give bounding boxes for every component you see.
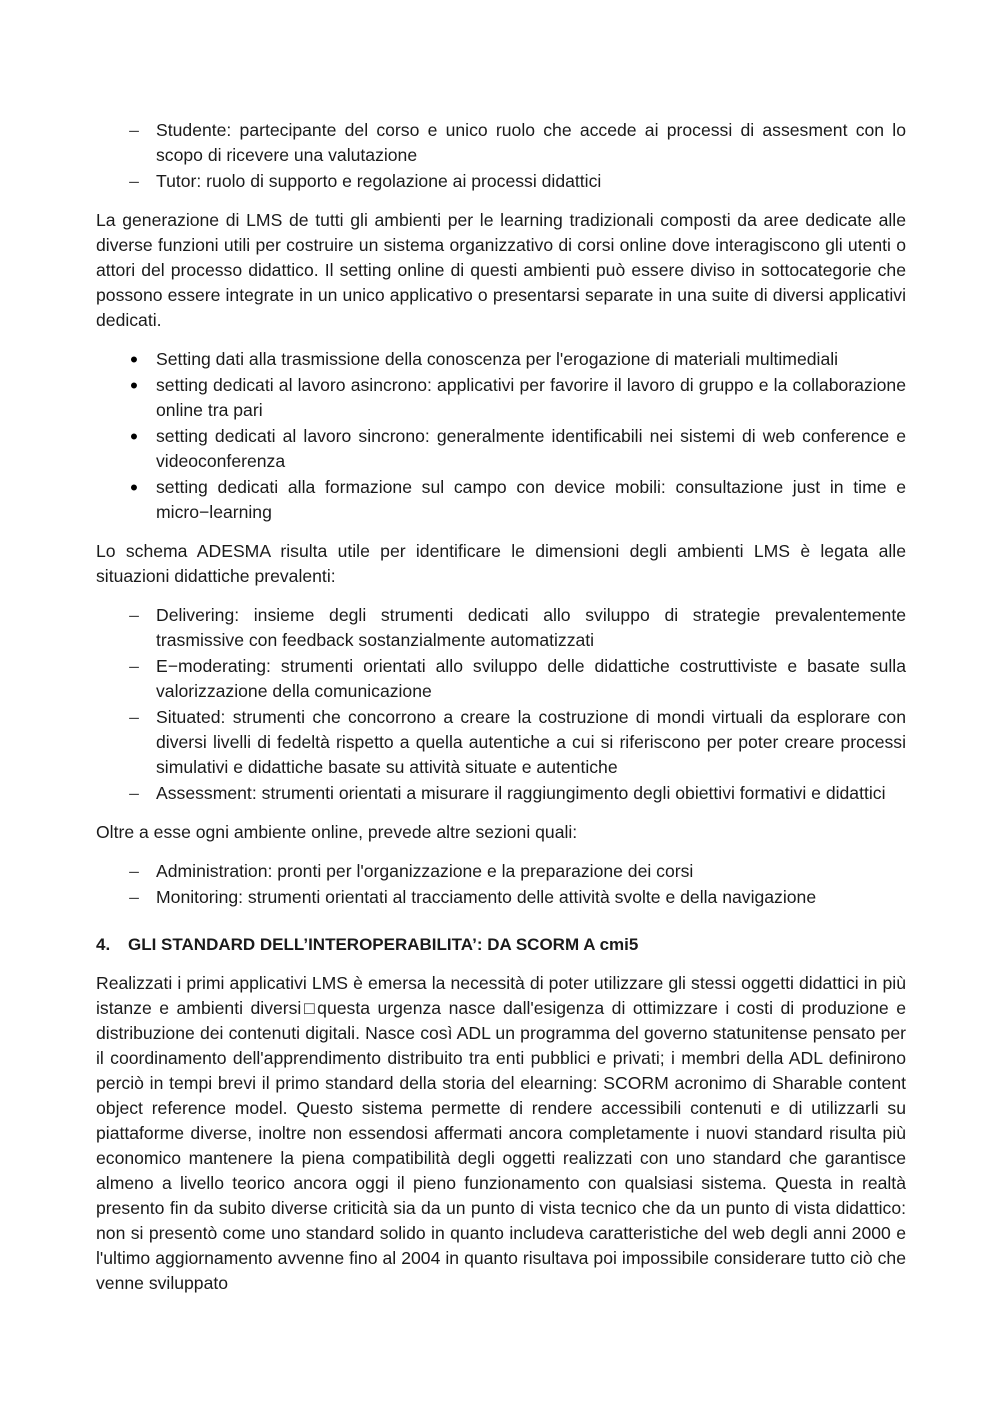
list-item: [96, 603, 906, 653]
list-item: [96, 424, 906, 474]
list-item-text: Monitoring: strumenti orientati al tracciamento delle attività svolte e della navigazione: [156, 887, 817, 907]
list-item: [96, 118, 906, 168]
bullet-dot: [127, 347, 141, 374]
dash-bullet: [127, 118, 141, 143]
dash-bullet: [127, 859, 141, 884]
list-item: [96, 705, 906, 780]
list-item-text: Setting dati alla trasmissione della conoscenza per l'erogazione di materiali multimediali: [156, 349, 839, 369]
dash-bullet: [127, 654, 141, 679]
paragraph-scorm: Realizzati i primi applicativi LMS è emersa la necessità di poter utilizzare gli stessi oggetti didattici in più istanze e ambienti diversi□questa urgenza nasce dall'esigenza di ottimizzare i costi di produzione e distribuzione dei contenuti digitali. Nasce così ADL un programma del governo statunitense pensato per il coordinamento dell'apprendimento distribuito tra enti pubblici e privati; i membri della ADL definirono perciò in tempi brevi il primo standard della storia del elearning: SCORM acronimo di Sharable content object reference model. Questo sistema permette di rendere accessibili contenuti e di utilizzarli su piattaforme diverse, inoltre non essendosi affermati ancora completamente i nuovi standard risulta più economico mantenere la piena compatibilità degli oggetti realizzati con uno standard che garantisce almeno a livello teorico ancora oggi il pieno funzionamento con qualsiasi sistema. Questa in realtà presento fin da subito diverse criticità sia da un punto di vista tecnico che da un punto di vista didattico: non si presentò come uno standard solido in quanto includeva caratteristiche del web degli anni 2000 e l'ultimo aggiornamento avvenne fino al 2004 in quanto risultava poi impossibile considerare tutto ciò che venne sviluppato: [96, 973, 906, 1293]
section-title: GLI STANDARD DELL’INTEROPERABILITA’: DA SCORM A cmi5: [128, 935, 639, 954]
list-item-text: setting dedicati al lavoro asincrono: applicativi per favorire il lavoro di gruppo e la collaborazione online tra pari: [156, 375, 906, 420]
list-item: [96, 347, 906, 372]
section-heading: [96, 932, 906, 957]
other-sections-list: [96, 859, 906, 910]
list-item-text: E−moderating: strumenti orientati allo sviluppo delle didattiche costruttiviste e basate sulla valorizzazione della comunicazione: [156, 656, 906, 701]
list-item-text: setting dedicati al lavoro sincrono: generalmente identificabili nei sistemi di web conference e videoconferenza: [156, 426, 906, 471]
bullet-dot: [127, 373, 141, 400]
list-item-text: Delivering: insieme degli strumenti dedicati allo sviluppo di strategie prevalentemente trasmissive con feedback sostanzialmente automatizzati: [156, 605, 906, 650]
bullet-dot: [127, 424, 141, 451]
section-number: 4.: [96, 935, 111, 954]
paragraph-other-sections: Oltre a esse ogni ambiente online, prevede altre sezioni quali:: [96, 822, 578, 842]
dash-bullet: [127, 705, 141, 730]
list-item-text: Situated: strumenti che concorrono a creare la costruzione di mondi virtuali da esplorare con diversi livelli di fedeltà rispetto a quella autentiche a cui si riferiscono per poter creare processi simulativi e didattiche basate su attività situate e autentiche: [156, 707, 906, 777]
bullet-dot: [127, 475, 141, 502]
paragraph-lms-generation: La generazione di LMS de tutti gli ambienti per le learning tradizionali composti da aree dedicate alle diverse funzioni utili per costruire un sistema organizzativo di corsi online dove interagiscono gli utenti o attori del processo didattico. Il setting online di questi ambienti può essere diviso in sottocategorie che possono essere integrate in un unico applicativo o presentarsi separate in una suite di diversi applicativi dedicati.: [96, 210, 906, 330]
dash-bullet: [127, 885, 141, 910]
list-item: [96, 475, 906, 525]
dash-bullet: [127, 603, 141, 628]
list-item: [96, 654, 906, 704]
roles-list: [96, 118, 906, 194]
list-item: [96, 885, 906, 910]
list-item-text: Tutor: ruolo di supporto e regolazione ai processi didattici: [156, 171, 602, 191]
list-item: [96, 781, 906, 806]
document-page: [96, 118, 906, 1310]
settings-list: [96, 347, 906, 525]
list-item-text: Studente: partecipante del corso e unico ruolo che accede ai processi di assesment con lo scopo di ricevere una valutazione: [156, 120, 906, 165]
dash-bullet: [127, 169, 141, 194]
list-item-text: setting dedicati alla formazione sul campo con device mobili: consultazione just in time e micro−learning: [156, 477, 906, 522]
list-item: [96, 859, 906, 884]
dash-bullet: [127, 781, 141, 806]
adesma-list: [96, 603, 906, 806]
paragraph-adesma: Lo schema ADESMA risulta utile per identificare le dimensioni degli ambienti LMS è legata alle situazioni didattiche prevalenti:: [96, 541, 906, 586]
list-item: [96, 373, 906, 423]
list-item-text: Assessment: strumenti orientati a misurare il raggiungimento degli obiettivi formativi e didattici: [156, 783, 886, 803]
list-item-text: Administration: pronti per l'organizzazione e la preparazione dei corsi: [156, 861, 694, 881]
list-item: [96, 169, 906, 194]
